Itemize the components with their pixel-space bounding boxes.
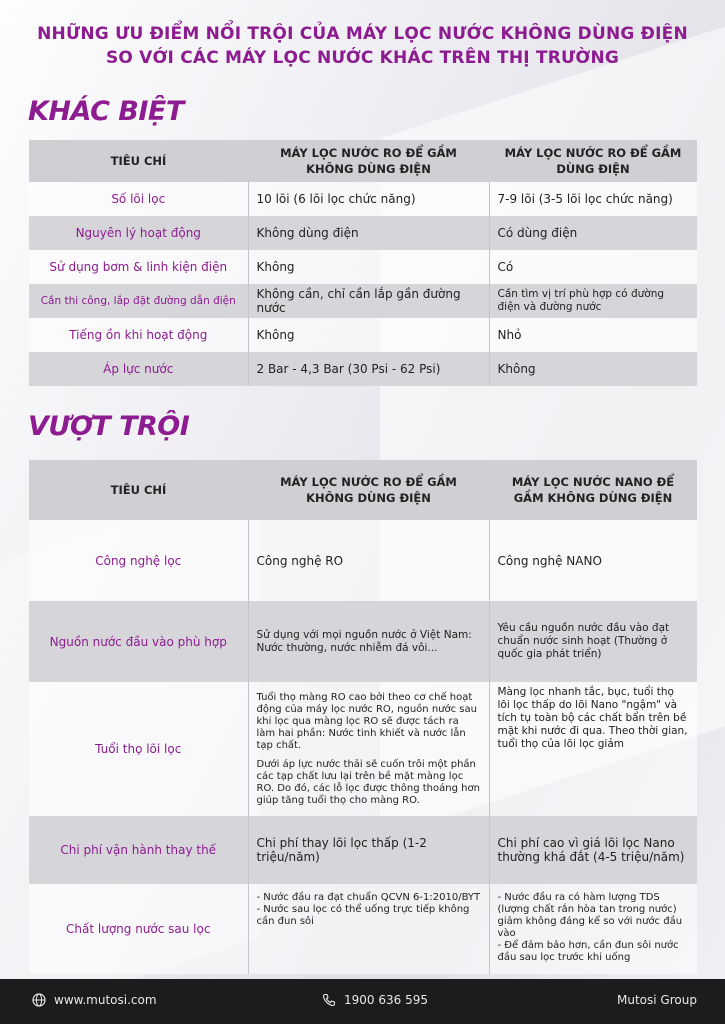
value-cell: Không cần, chỉ cần lắp gần đường nước xyxy=(248,284,489,318)
table-row xyxy=(29,284,697,318)
value-cell: Không dùng điện xyxy=(248,216,489,250)
value-cell: - Nước đầu ra có hàm lượng TDS (lượng chất rắn hòa tan trong nước) giảm không đáng kể so với nước đầu vào - Để đảm bảo hơn, cần đun sôi nước đầu sau lọc trước khi uống xyxy=(489,884,697,974)
phone-number[interactable]: 1900 636 595 xyxy=(344,993,428,1007)
value-cell: Cần tìm vị trí phù hợp có đường điện và đường nước xyxy=(489,284,697,318)
table-row xyxy=(29,318,697,352)
value-cell: Có dùng điện xyxy=(489,216,697,250)
table-row xyxy=(29,601,697,682)
title-line-1: NHỮNG ƯU ĐIỂM NỔI TRỘI CỦA MÁY LỌC NƯỚC KHÔNG DÙNG ĐIỆN xyxy=(37,24,688,44)
website-link[interactable]: www.mutosi.com xyxy=(54,993,157,1007)
criterion-cell: Nguyên lý hoạt động xyxy=(29,216,248,250)
value-cell xyxy=(248,682,489,816)
table-khac-biet xyxy=(29,140,697,386)
table-row xyxy=(29,250,697,284)
value-cell: Có xyxy=(489,250,697,284)
footer-website[interactable] xyxy=(32,993,157,1007)
header-cell: TIÊU CHÍ xyxy=(29,140,248,182)
value-cell: - Nước đầu ra đạt chuẩn QCVN 6-1:2010/BYT - Nước sau lọc có thể uống trực tiếp không cần đun sôi xyxy=(248,884,489,974)
value-cell: Không xyxy=(248,318,489,352)
value-cell: Chi phí thay lõi lọc thấp (1-2 triệu/năm) xyxy=(248,816,489,884)
value-cell: Chi phí cao vì giá lõi lọc Nano thường khá đắt (4-5 triệu/năm) xyxy=(489,816,697,884)
table-row xyxy=(29,182,697,216)
brand-name: Mutosi Group xyxy=(617,993,697,1007)
table-row xyxy=(29,884,697,974)
value-cell: 10 lõi (6 lõi lọc chức năng) xyxy=(248,182,489,216)
table-row xyxy=(29,816,697,884)
table-row xyxy=(29,520,697,601)
header-cell: MÁY LỌC NƯỚC RO ĐỂ GẦM KHÔNG DÙNG ĐIỆN xyxy=(248,460,489,520)
section-title-khac-biet: KHÁC BIỆT xyxy=(28,96,184,127)
footer xyxy=(0,979,725,1024)
value-cell: Không xyxy=(489,352,697,386)
header-cell: MÁY LỌC NƯỚC RO ĐỂ GẦM KHÔNG DÙNG ĐIỆN xyxy=(248,140,489,182)
criterion-cell: Áp lực nước xyxy=(29,352,248,386)
criterion-cell: Nguồn nước đầu vào phù hợp xyxy=(29,601,248,682)
footer-phone[interactable] xyxy=(322,993,428,1007)
table-row xyxy=(29,682,697,816)
value-cell: Công nghệ RO xyxy=(248,520,489,601)
criterion-cell: Cần thi công, lắp đặt đường dẫn điện xyxy=(29,284,248,318)
title-line-2: SO VỚI CÁC MÁY LỌC NƯỚC KHÁC TRÊN THỊ TRƯỜNG xyxy=(105,48,620,68)
value-cell: Không xyxy=(248,250,489,284)
paragraph: Dưới áp lực nước thải sẽ cuốn trôi một phần các tạp chất lưu lại trên bề mặt màng lọc RO. Do đó, các lỗ lọc được thông thoáng hơn giúp tăng tuổi thọ cho màng RO. xyxy=(256,758,480,806)
criterion-cell: Chất lượng nước sau lọc xyxy=(29,884,248,974)
header-cell: MÁY LỌC NƯỚC RO ĐỂ GẦM DÙNG ĐIỆN xyxy=(489,140,697,182)
criterion-cell: Tuổi thọ lõi lọc xyxy=(29,682,248,816)
page-title xyxy=(0,22,725,70)
criterion-cell: Sử dụng bơm & linh kiện điện xyxy=(29,250,248,284)
criterion-cell: Số lõi lọc xyxy=(29,182,248,216)
value-cell: Nhỏ xyxy=(489,318,697,352)
criterion-cell: Tiếng ồn khi hoạt động xyxy=(29,318,248,352)
table-vuot-troi xyxy=(29,460,697,974)
phone-icon xyxy=(322,993,336,1007)
value-cell: Công nghệ NANO xyxy=(489,520,697,601)
value-cell: Màng lọc nhanh tắc, bục, tuổi thọ lõi lọc thấp do lõi Nano "ngậm" và tích tụ toàn bộ các chất bẩn trên bề mặt khi nước đi qua. Theo thời gian, tuổi thọ của lõi lọc giảm xyxy=(489,682,697,816)
criterion-cell: Công nghệ lọc xyxy=(29,520,248,601)
header-cell: MÁY LỌC NƯỚC NANO ĐỂ GẦM KHÔNG DÙNG ĐIỆN xyxy=(489,460,697,520)
value-cell: 2 Bar - 4,3 Bar (30 Psi - 62 Psi) xyxy=(248,352,489,386)
paragraph: Tuổi thọ màng RO cao bởi theo cơ chế hoạt động của máy lọc nước RO, nguồn nước sau khi lọc qua màng lọc RO sẽ được tách ra làm hai phần: Nước tinh khiết và nước lẫn tạp chất. xyxy=(256,691,477,751)
table-row xyxy=(29,216,697,250)
value-cell: Yêu cầu nguồn nước đầu vào đạt chuẩn nước sinh hoạt (Thường ở quốc gia phát triển) xyxy=(489,601,697,682)
globe-icon xyxy=(32,993,46,1007)
value-cell: Sử dụng với mọi nguồn nước ở Việt Nam: Nước thường, nước nhiễm đá vôi... xyxy=(248,601,489,682)
table-row xyxy=(29,352,697,386)
section-title-vuot-troi: VƯỢT TRỘI xyxy=(28,411,190,442)
footer-brand xyxy=(617,993,697,1007)
criterion-cell: Chi phí vận hành thay thế xyxy=(29,816,248,884)
value-cell: 7-9 lõi (3-5 lõi lọc chức năng) xyxy=(489,182,697,216)
header-cell: TIÊU CHÍ xyxy=(29,460,248,520)
